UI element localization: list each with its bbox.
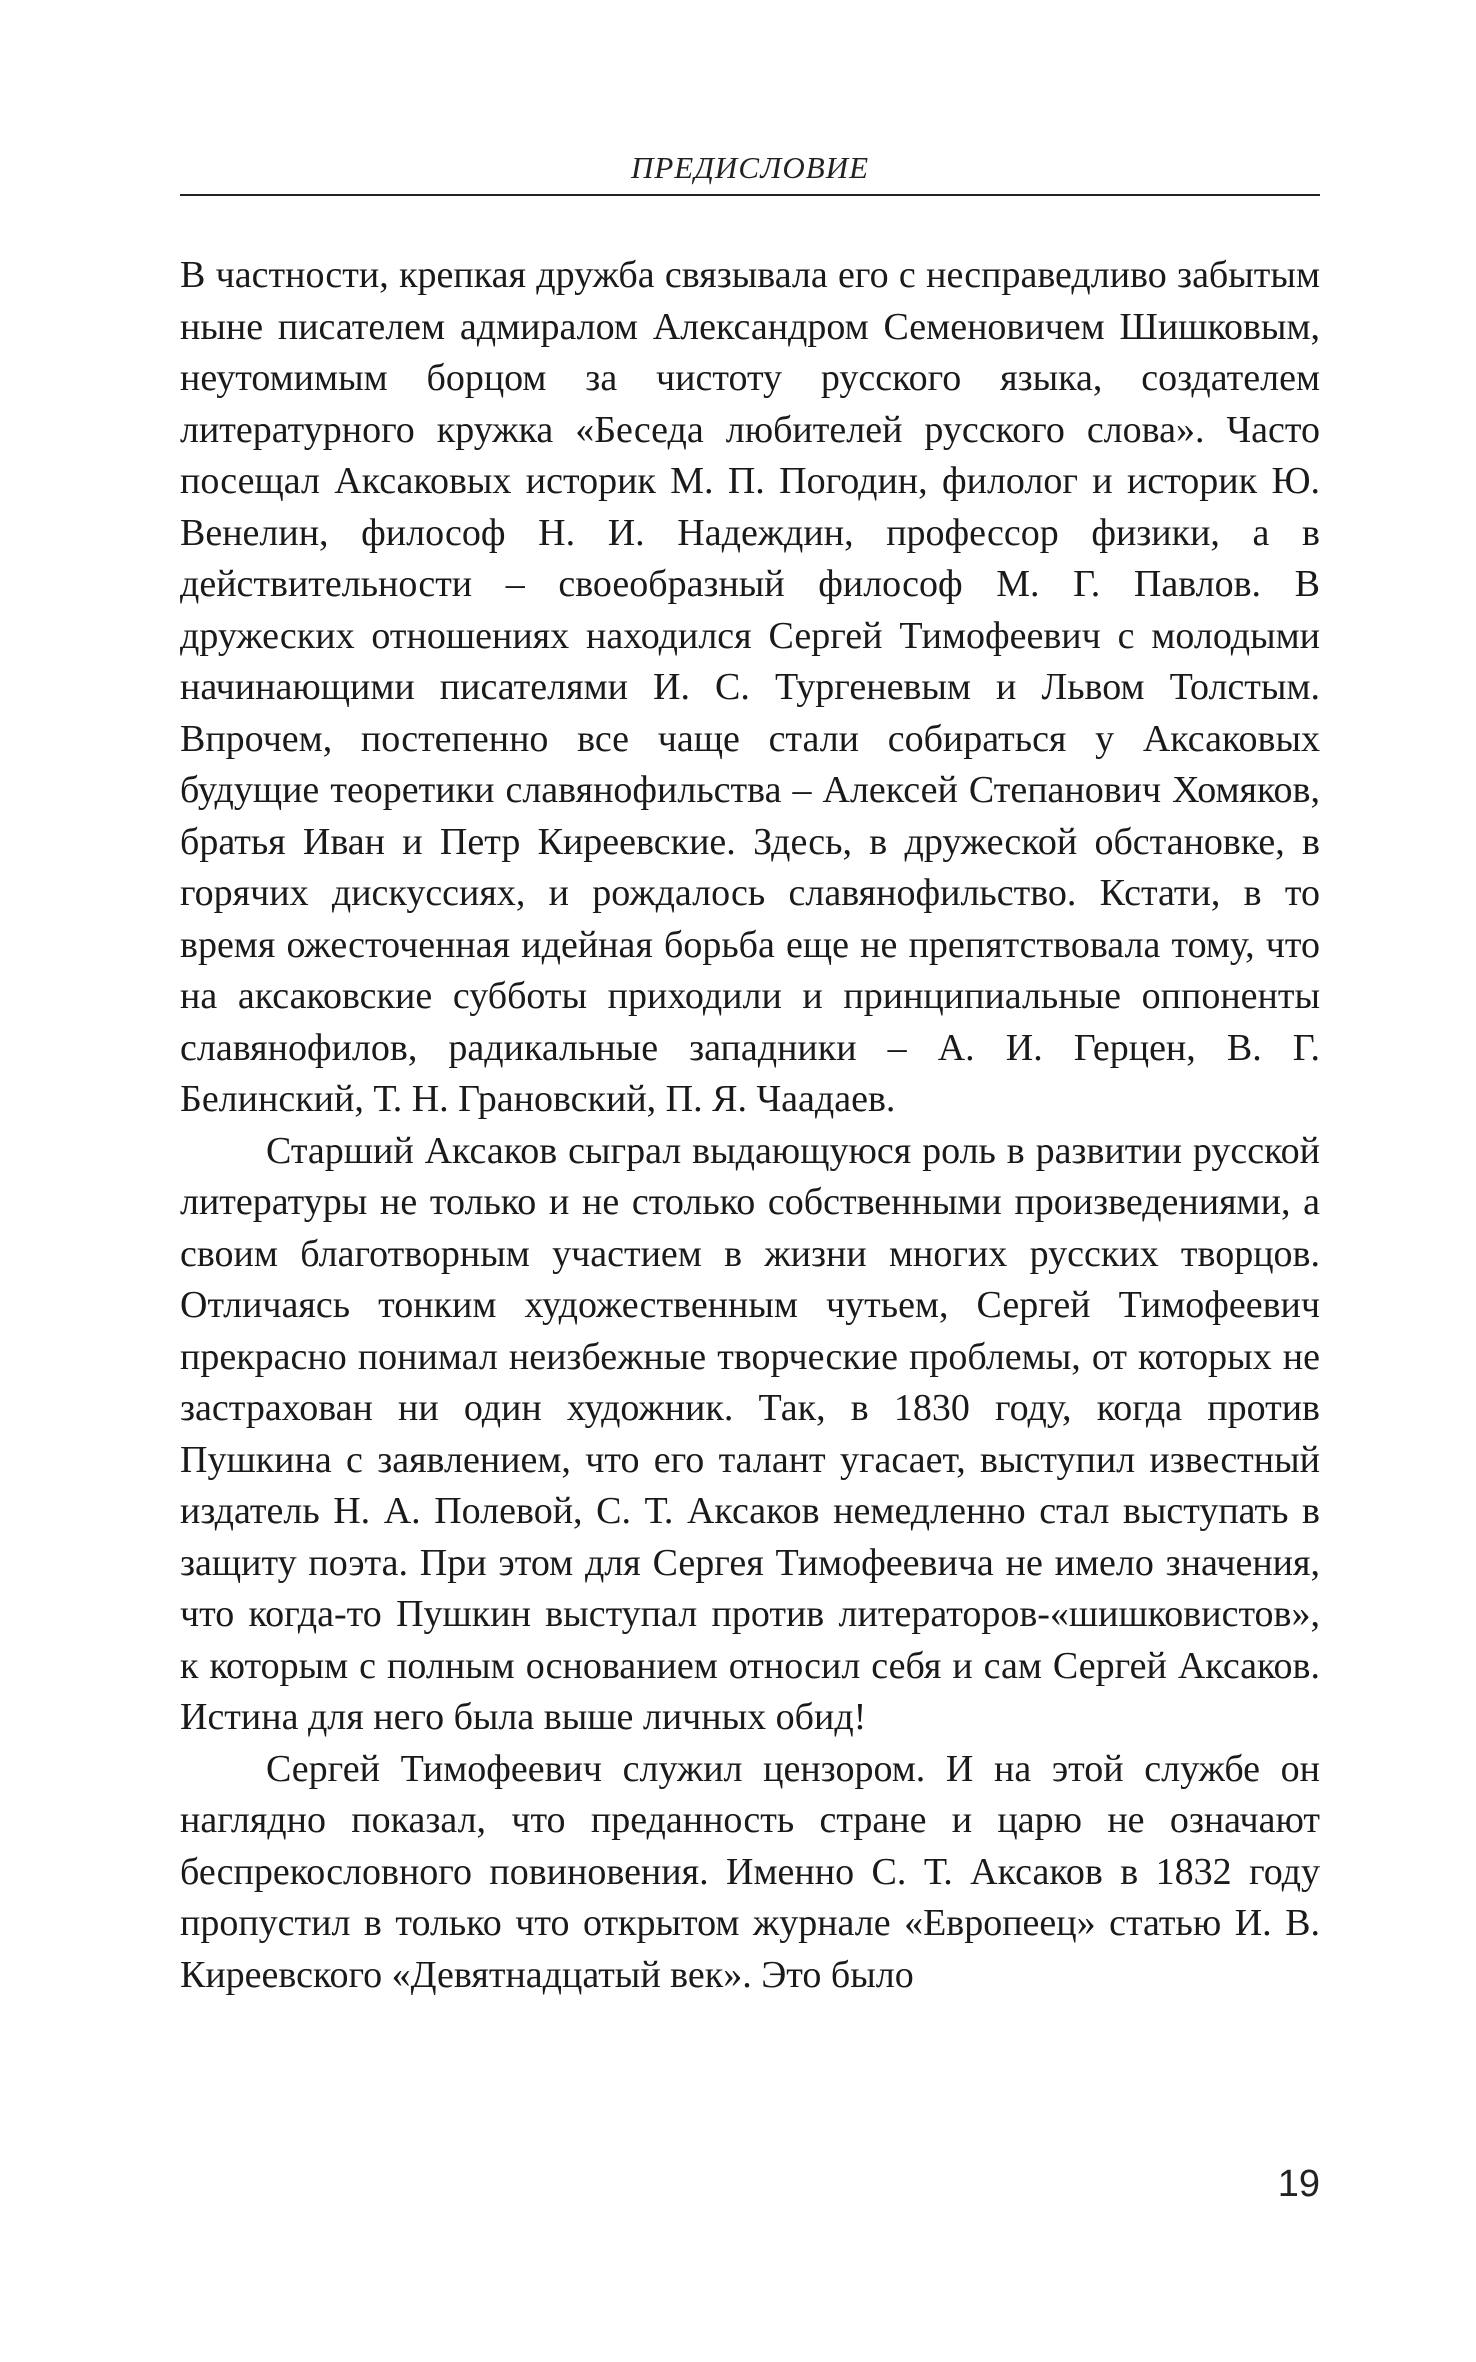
header-rule bbox=[180, 194, 1320, 196]
running-header-title: ПРЕДИСЛОВИЕ bbox=[630, 150, 870, 185]
page-number: 19 bbox=[1277, 2163, 1320, 2205]
paragraph: В частности, крепкая дружба связывала его с несправедливо забытым ныне писателем адмиралом Александром Семеновичем Шишковым, неутомимым борцом за чистоту русского языка, создателем литературного кружка «Беседа любителей русского слова». Часто посещал Аксаковых историк М. П. Погодин, филолог и историк Ю. Венелин, философ Н. И. Надеждин, профессор физики, а в действительности – своеобразный философ М. Г. Павлов. В дружеских отношениях находился Сергей Тимофеевич с молодыми начинающими писателями И. С. Тургеневым и Львом Толстым. Впрочем, постепенно все чаще стали собираться у Аксаковых будущие теоретики славянофильства – Алексей Степанович Хомяков, братья Иван и Петр Киреевские. Здесь, в дружеской обстановке, в горячих дискуссиях, и рождалось славянофильство. Кстати, в то время ожесточенная идейная борьба еще не препятствовала тому, что на аксаковские субботы приходили и принципиальные оппоненты славянофилов, радикальные западники – А. И. Герцен, В. Г. Белинский, Т. Н. Грановский, П. Я. Чаадаев. bbox=[180, 254, 1320, 1120]
paragraph: Старший Аксаков сыграл выдающуюся роль в развитии русской литературы не только и не столько собственными произведениями, а своим благотворным участием в жизни многих русских творцов. Отличаясь тонким художественным чутьем, Сергей Тимофеевич прекрасно понимал неизбежные творческие проблемы, от которых не застрахован ни один художник. Так, в 1830 году, когда против Пушкина с заявлением, что его талант угасает, выступил известный издатель Н. А. Полевой, С. Т. Аксаков немедленно стал выступать в защиту поэта. При этом для Сергея Тимофеевича не имело значения, что когда-то Пушкин выступал против литераторов-«шишковистов», к которым с полным основанием относил себя и сам Сергей Аксаков. Истина для него была выше личных обид! bbox=[180, 1129, 1320, 1738]
body-text bbox=[180, 250, 1320, 2001]
paragraph: Сергей Тимофеевич служил цензором. И на этой службе он наглядно показал, что преданность стране и царю не означают беспрекословного повиновения. Именно С. Т. Аксаков в 1832 году пропустил в только что открытом журнале «Европеец» статью И. В. Киреевского «Девятнадцатый век». Это было bbox=[180, 1747, 1320, 1996]
